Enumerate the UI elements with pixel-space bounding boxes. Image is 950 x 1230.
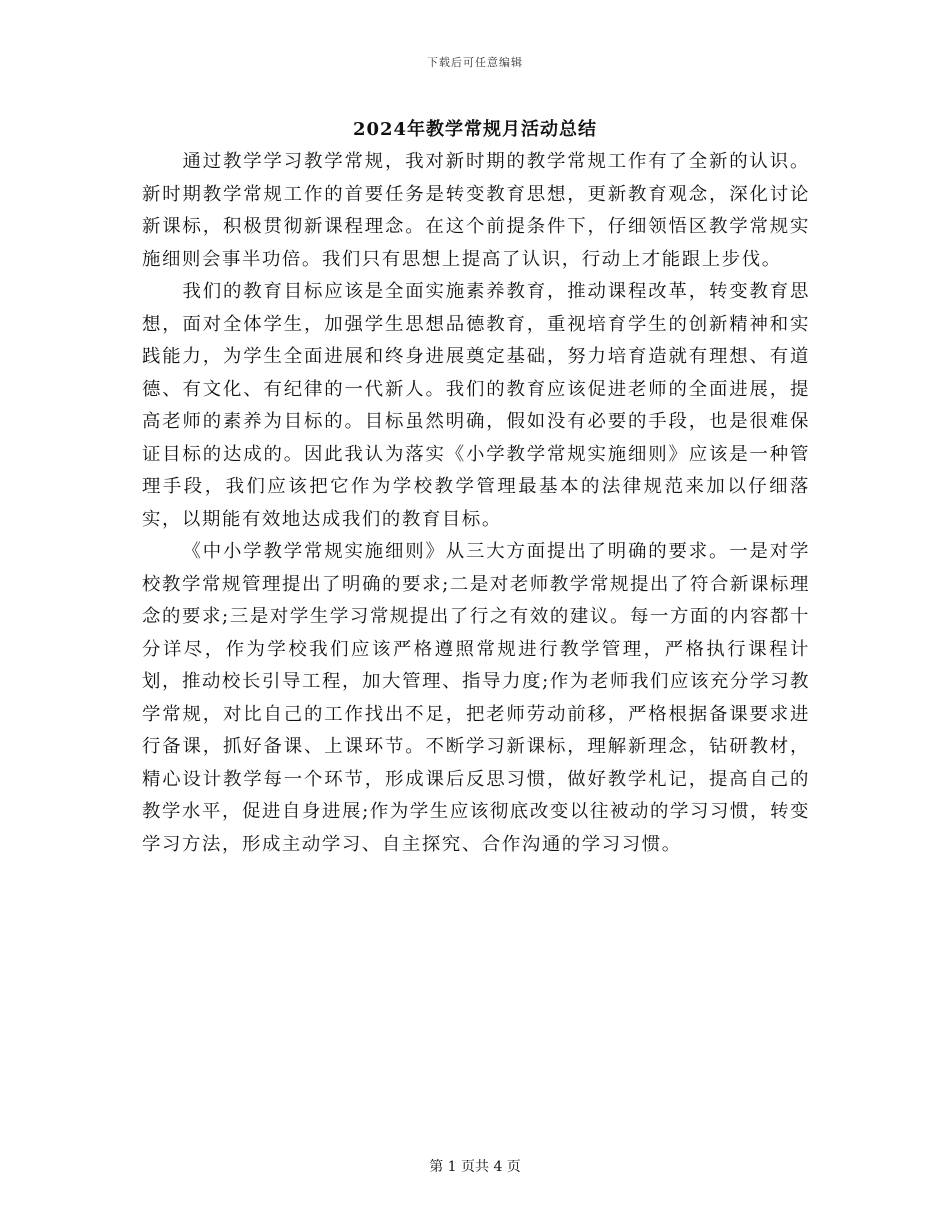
paragraph-2: 我们的教育目标应该是全面实施素养教育，推动课程改革，转变教育思想，面对全体学生，加强学生思想品德教育，重视培育学生的创新精神和实践能力，为学生全面进展和终身进展奠定基础，努力培育造就有理想、有道德、有文化、有纪律的一代新人。我们的教育应该促进老师的全面进展，提高老师的素养为目标的。目标虽然明确，假如没有必要的手段，也是很难保证目标的达成的。因此我认为落实《小学教学常规实施细则》应该是一种管理手段，我们应该把它作为学校教学管理最基本的法律规范来加以仔细落实，以期能有效地达成我们的教育目标。: [142, 281, 810, 530]
paragraph-1: 通过教学学习教学常规，我对新时期的教学常规工作有了全新的认识。新时期教学常规工作的首要任务是转变教育思想，更新教育观念，深化讨论新课标，积极贯彻新课程理念。在这个前提条件下，仔细领悟区教学常规实施细则会事半功倍。我们只有思想上提高了认识，行动上才能跟上步伐。: [142, 151, 810, 270]
header-note: 下载后可任意编辑: [427, 56, 523, 69]
paragraph-3: 《中小学教学常规实施细则》从三大方面提出了明确的要求。一是对学校教学常规管理提出了明确的要求;二是对老师教学常规提出了符合新课标理念的要求;三是对学生学习常规提出了行之有效的建议。每一方面的内容都十分详尽，作为学校我们应该严格遵照常规进行教学管理，严格执行课程计划，推动校长引导工程，加大管理、指导力度;作为老师我们应该充分学习教学常规，对比自己的工作找出不足，把老师劳动前移，严格根据备课要求进行备课，抓好备课、上课环节。不断学习新课标，理解新理念，钻研教材，精心设计教学每一个环节，形成课后反思习惯，做好教学札记，提高自己的教学水平，促进自身进展;作为学生应该彻底改变以往被动的学习习惯，转变学习方法，形成主动学习、自主探究、合作沟通的学习习惯。: [142, 541, 810, 855]
page-number-footer: 第 1 页共 4 页: [429, 1159, 521, 1175]
document-title: 2024年教学常规月活动总结: [352, 119, 598, 140]
document-body: [142, 146, 810, 861]
